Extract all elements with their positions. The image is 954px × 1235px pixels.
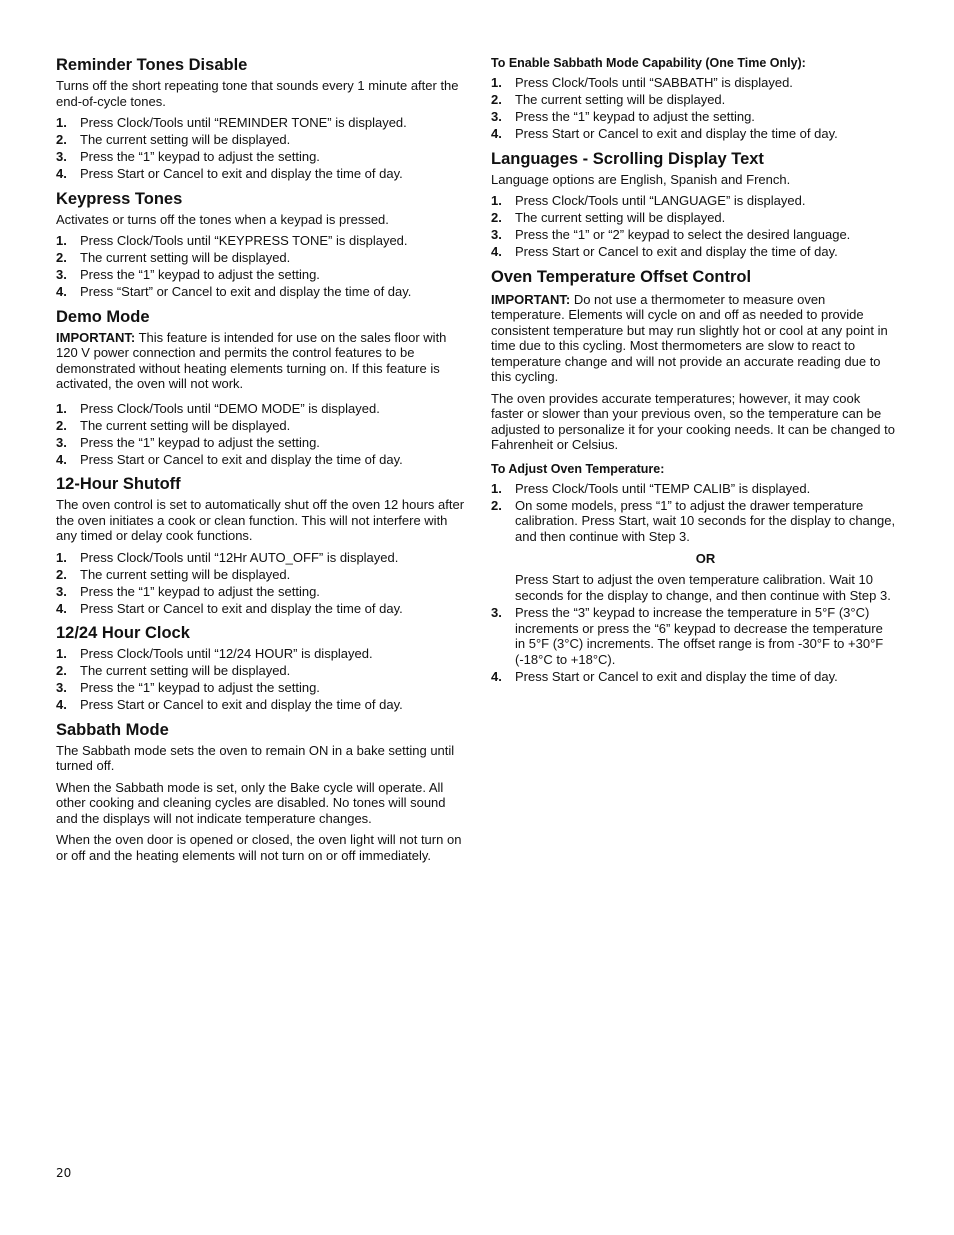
list-item: 3. Press the “1” keypad to adjust the setting.: [56, 680, 320, 695]
list-item: 1. Press Clock/Tools until “12Hr AUTO_OFF” is displayed.: [56, 549, 399, 565]
keypress-tones-section: [56, 189, 466, 300]
list-item: 4. Press Start or Cancel to exit and display the time of day.: [491, 126, 838, 141]
hour-shutoff-description: The oven control is set to automatically shut off the oven 12 hours after the oven initiates a cook or clean function. This will not interfere with any timed or delay cook functions.: [56, 497, 465, 543]
keypress-tones-description: Activates or turns off the tones when a keypad is pressed.: [56, 211, 389, 227]
enable-sabbath-steps: [491, 75, 896, 142]
hour-shutoff-heading: 12-Hour Shutoff: [56, 475, 181, 493]
list-item: 1. Press Clock/Tools until “REMINDER TONE” is displayed.: [56, 115, 407, 130]
list-item: 2. On some models, press “1” to adjust the drawer temperature calibration. Press Start, wait 10 seconds for the display to change, and then continue with Step 3.: [491, 497, 896, 544]
list-item: 4. Press Start or Cancel to exit and display the time of day.: [56, 600, 403, 616]
important-label: IMPORTANT:: [491, 291, 571, 307]
list-item: 4. Press “Start” or Cancel to exit and display the time of day.: [56, 284, 412, 299]
list-item: 4. Press Start or Cancel to exit and display the time of day.: [56, 697, 403, 712]
list-item: 2. The current setting will be displayed.: [491, 210, 726, 225]
demo-mode-important: [56, 330, 466, 392]
right-column: [491, 55, 896, 691]
list-item: 1. Press Clock/Tools until “LANGUAGE” is displayed.: [491, 193, 806, 208]
list-item: 2. The current setting will be displayed.: [56, 663, 291, 678]
languages-steps: [491, 193, 896, 260]
temperature-offset-heading: Oven Temperature Offset Control: [491, 267, 752, 286]
list-item: 3. Press the “1” keypad to adjust the setting.: [491, 109, 755, 124]
list-item: 1. Press Clock/Tools until “KEYPRESS TONE” is displayed.: [56, 233, 408, 248]
list-item: 3. Press the “1” keypad to adjust the setting.: [56, 583, 320, 599]
hour-shutoff-steps: [56, 550, 466, 617]
reminder-tones-heading: Reminder Tones Disable: [56, 56, 248, 74]
reminder-tones-steps: [56, 115, 466, 182]
important-text: Do not use a thermometer to measure oven temperature. Elements will cycle on and off as needed to provide consistent temperature but may run slightly hot or cool at any point in time due to this cycling. Most thermometers are slow to react to temperature change and will not provide an accurate reading due to this cycling.: [491, 291, 888, 384]
sabbath-paragraph-3: When the oven door is opened or closed, the oven light will not turn on or off and the heating elements will not turn on or off immediately.: [56, 832, 462, 863]
left-column: [56, 55, 466, 869]
list-item: 3. Press the “3” keypad to increase the temperature in 5°F (3°C) increments or press the “6” keypad to decrease the temperature in 5°F (3°C) increments. The offset range is from -30°F to +30°F (-18°C to +18°C).: [491, 605, 884, 667]
sabbath-mode-heading: Sabbath Mode: [56, 720, 169, 739]
list-item: 1. Press Clock/Tools until “SABBATH” is displayed.: [491, 75, 793, 90]
temperature-offset-paragraph: The oven provides accurate temperatures; however, it may cook faster or slower than your previous oven, so the temperature can be adjusted to personalize it for your cooking needs. It can be changed to Fahrenheit or Celsius.: [491, 390, 895, 452]
list-item: 2. The current setting will be displayed.: [56, 132, 291, 147]
or-separator: OR: [695, 551, 716, 566]
step-2-alternative: Press Start to adjust the oven temperature calibration. Wait 10 seconds for the display to change, and then continue with Step 3.: [515, 572, 891, 603]
list-item: 1. Press Clock/Tools until “12/24 HOUR” is displayed.: [56, 646, 373, 661]
hour-clock-heading: 12/24 Hour Clock: [56, 624, 190, 642]
important-label: IMPORTANT:: [56, 329, 136, 345]
keypress-tones-steps: [56, 233, 466, 300]
reminder-tones-section: [56, 55, 466, 182]
list-item: 2. The current setting will be displayed.: [56, 566, 291, 582]
sabbath-paragraph-1: The Sabbath mode sets the oven to remain ON in a bake setting until turned off.: [56, 742, 455, 773]
demo-mode-section: [56, 307, 466, 468]
languages-section: [491, 149, 896, 260]
list-item: 2. The current setting will be displayed.: [56, 417, 291, 433]
list-item: 2. The current setting will be displayed.: [56, 250, 291, 265]
list-item: 1. Press Clock/Tools until “TEMP CALIB” is displayed.: [491, 480, 811, 496]
hour-shutoff-section: [56, 474, 466, 616]
enable-sabbath-section: [491, 55, 896, 142]
enable-sabbath-heading: To Enable Sabbath Mode Capability (One Time Only):: [491, 56, 806, 70]
hour-clock-steps: [56, 646, 466, 713]
list-item: 2. The current setting will be displayed.: [491, 92, 726, 107]
list-item: 3. Press the “1” or “2” keypad to select the desired language.: [491, 227, 851, 242]
demo-mode-steps: [56, 401, 466, 468]
keypress-tones-heading: Keypress Tones: [56, 189, 183, 208]
list-item: 4. Press Start or Cancel to exit and display the time of day.: [56, 166, 403, 181]
temperature-offset-important: [491, 292, 896, 385]
reminder-tones-description: Turns off the short repeating tone that sounds every 1 minute after the end-of-cycle tones.: [56, 78, 459, 109]
demo-mode-heading: Demo Mode: [56, 307, 150, 326]
list-item: 4. Press Start or Cancel to exit and display the time of day.: [491, 668, 838, 684]
adjust-temperature-steps-continued: [491, 605, 896, 684]
adjust-temperature-heading: To Adjust Oven Temperature:: [491, 461, 665, 476]
languages-description: Language options are English, Spanish and French.: [491, 171, 791, 187]
languages-heading: Languages - Scrolling Display Text: [491, 149, 764, 168]
adjust-temperature-steps: [491, 481, 896, 545]
sabbath-paragraph-2: When the Sabbath mode is set, only the Bake cycle will operate. All other cooking and cleaning cycles are disabled. No tones will sound and the displays will not indicate temperature changes.: [56, 779, 446, 826]
list-item: 3. Press the “1” keypad to adjust the setting.: [56, 434, 320, 450]
list-item: 3. Press the “1” keypad to adjust the setting.: [56, 267, 320, 282]
important-text: This feature is intended for use on the sales floor with 120 V power connection and permits the control features to be demonstrated without heating elements turning on. If this feature is activated, the oven will not work.: [56, 329, 447, 391]
list-item: 1. Press Clock/Tools until “DEMO MODE” is displayed.: [56, 400, 380, 416]
list-item: 4. Press Start or Cancel to exit and display the time of day.: [56, 451, 403, 467]
temperature-offset-section: [491, 267, 896, 685]
sabbath-mode-section: [56, 720, 466, 864]
hour-clock-section: [56, 623, 466, 713]
list-item: 4. Press Start or Cancel to exit and display the time of day.: [491, 244, 838, 259]
list-item: 3. Press the “1” keypad to adjust the setting.: [56, 149, 320, 164]
page-number: 20: [56, 1166, 72, 1180]
